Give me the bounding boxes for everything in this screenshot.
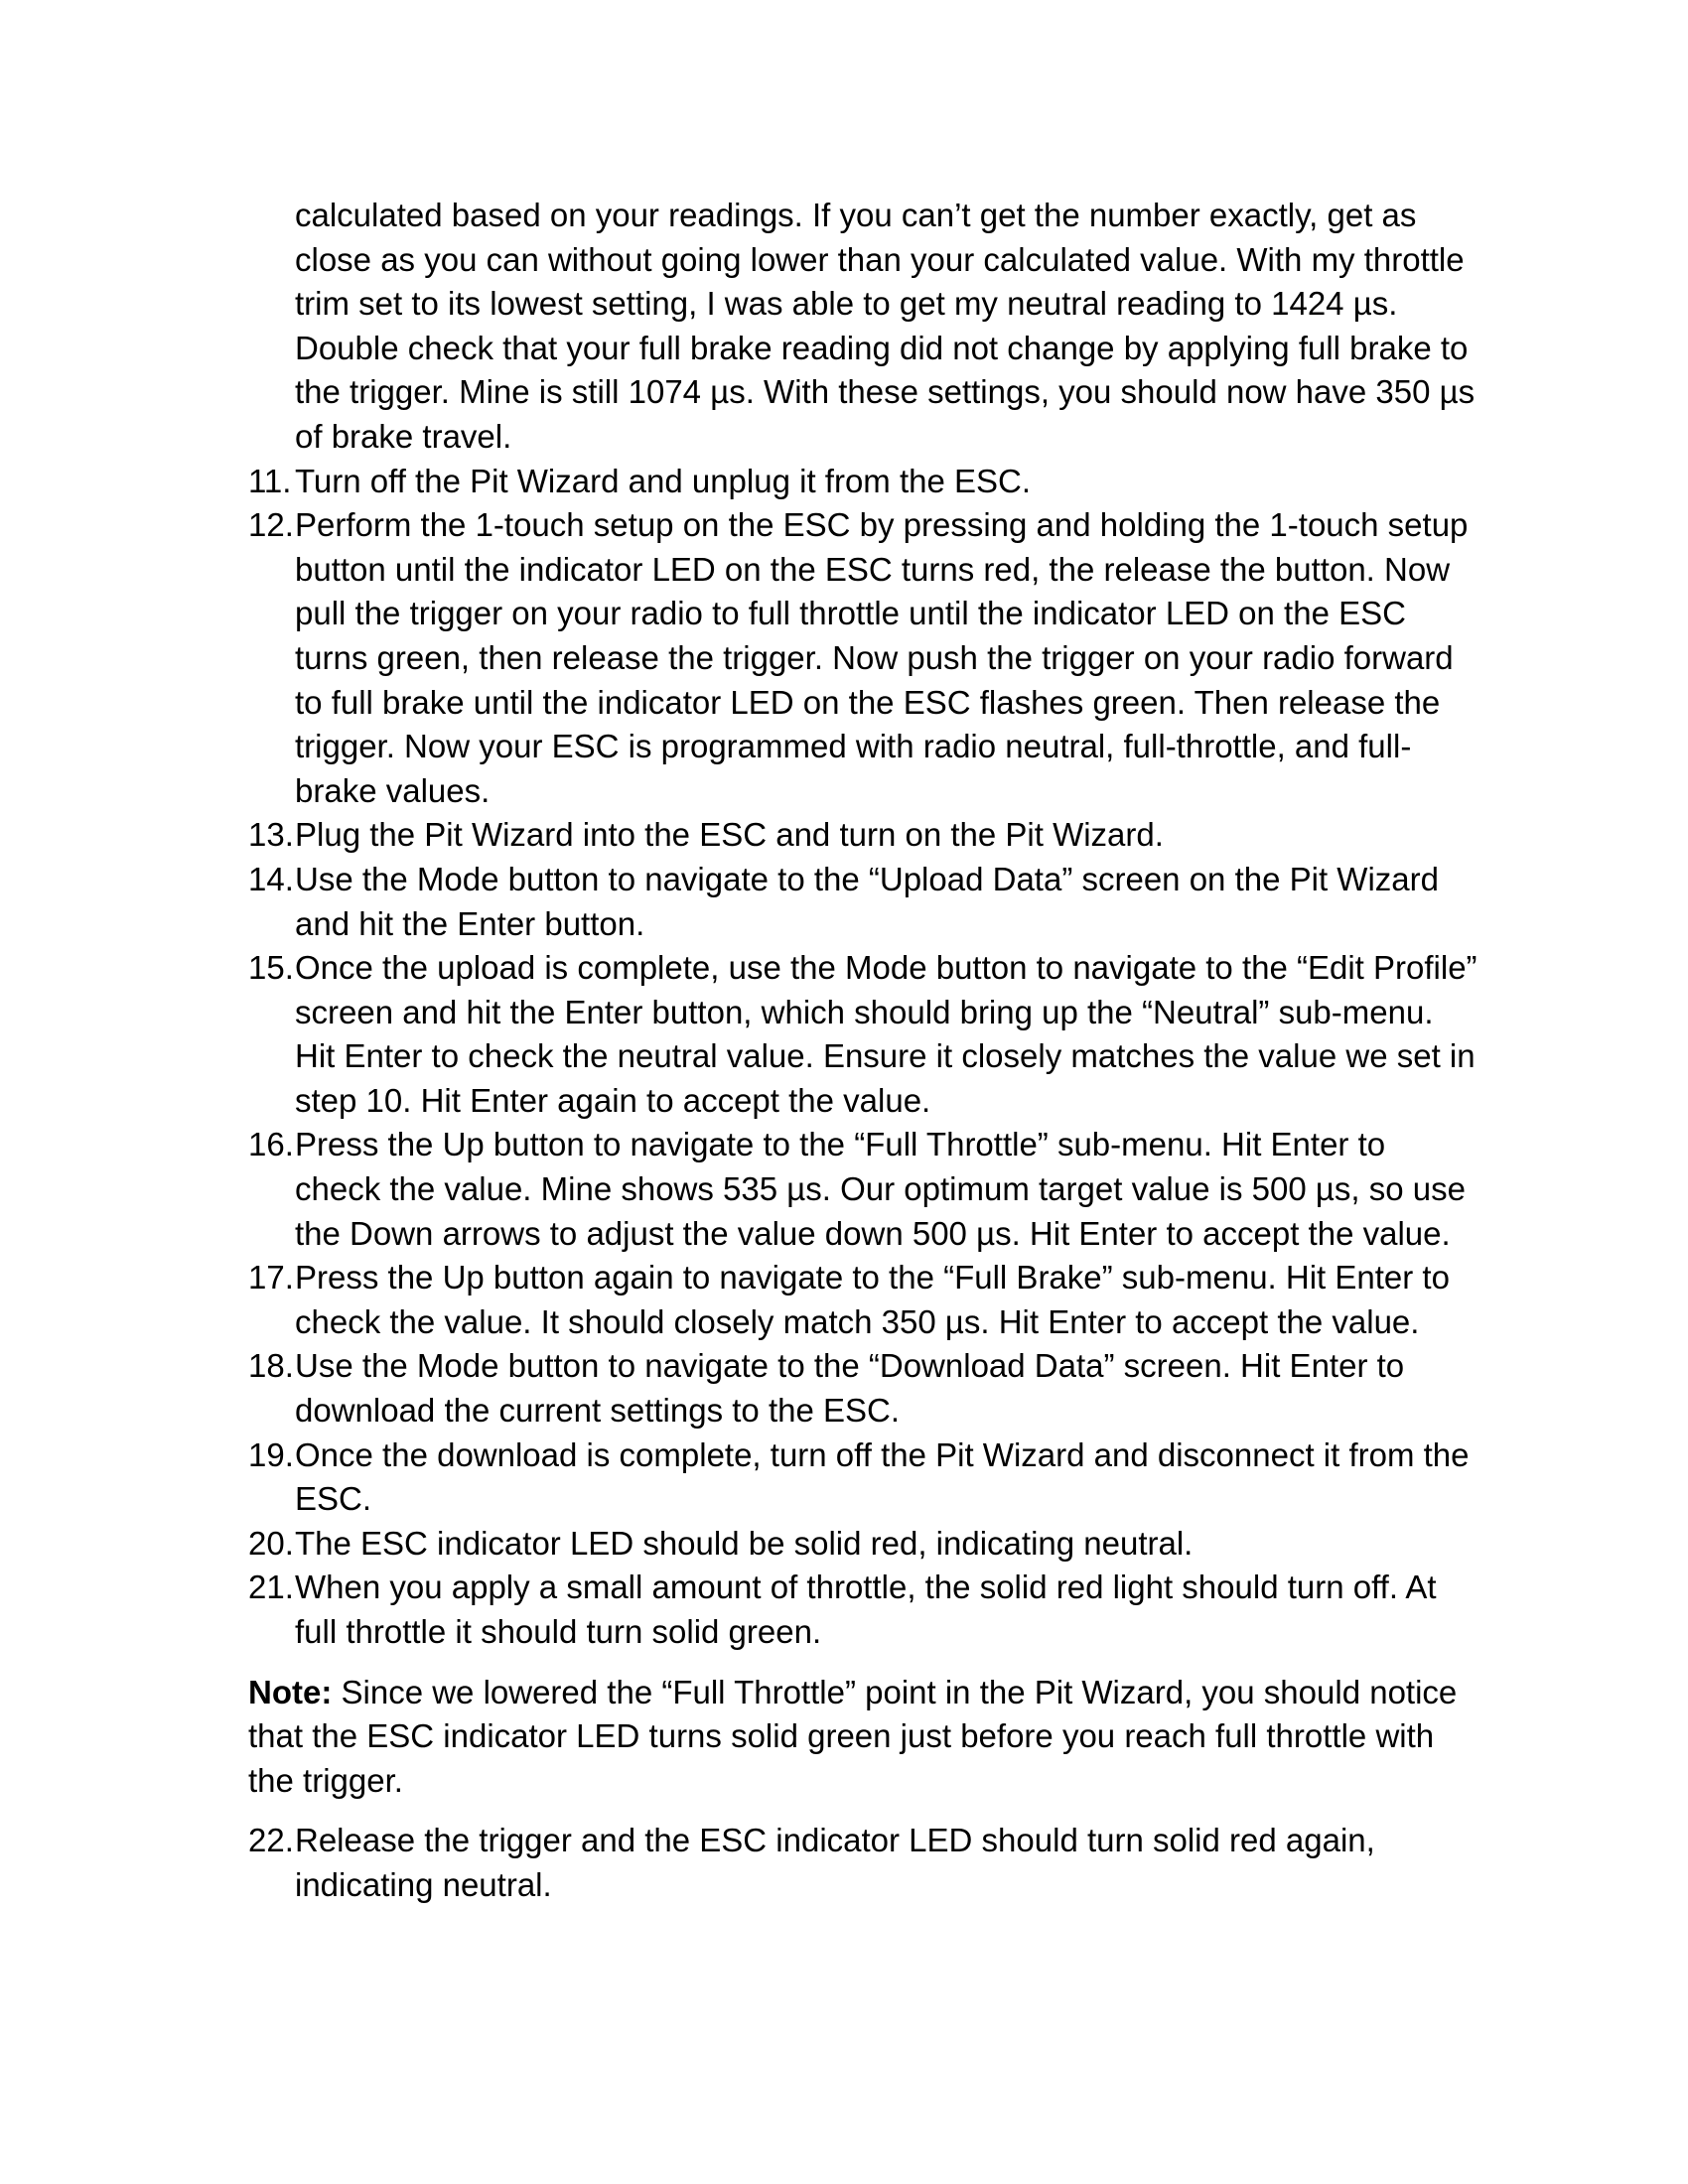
continued-paragraph: calculated based on your readings. If you can’t get the number exactly, get as close as you can without going lower than your calculated value. With my throttle trim set to its lowest setting, I was able to get my neutral reading to 1424 µs. Double check that your full brake reading did not change by applying full brake to the trigger. Mine is still 1074 µs. With these settings, you should now have 350 µs of brake travel. — [295, 197, 1476, 455]
step-number: 12. — [248, 506, 294, 544]
step-number: 13. — [248, 816, 294, 854]
list-item-step-18 — [248, 1344, 1479, 1433]
list-item-step-19 — [248, 1433, 1479, 1522]
step-text: Use the Mode button to navigate to the “Upload Data” screen on the Pit Wizard and hit the Enter button. — [295, 860, 1439, 942]
step-number: 22. — [248, 1822, 294, 1859]
list-item-step-17 — [248, 1256, 1479, 1344]
list-item-step-22 — [248, 1819, 1479, 1907]
step-text: Turn off the Pit Wizard and unplug it from the ESC. — [295, 462, 1032, 499]
list-item-step-16 — [248, 1123, 1479, 1256]
step-number: 18. — [248, 1347, 294, 1385]
list-item-step-14 — [248, 858, 1479, 946]
step-number: 14. — [248, 860, 294, 897]
note-paragraph — [248, 1671, 1479, 1804]
step-number: 15. — [248, 949, 294, 987]
step-text: Once the download is complete, turn off the Pit Wizard and disconnect it from the ESC. — [295, 1435, 1470, 1518]
step-text: Plug the Pit Wizard into the ESC and turn on the Pit Wizard. — [295, 816, 1164, 854]
list-item-step-15 — [248, 946, 1479, 1123]
step-text: Use the Mode button to navigate to the “Download Data” screen. Hit Enter to download the current settings to the ESC. — [295, 1347, 1405, 1430]
step-text: When you apply a small amount of throttle, the solid red light should turn off. At full throttle it should turn solid green. — [295, 1569, 1437, 1650]
step-text: Press the Up button to navigate to the “Full Throttle” sub-menu. Hit Enter to check the value. Mine shows 535 µs. Our optimum target value is 500 µs, so use the Down arrows to adjust the value down 500 µs. Hit Enter to accept the value. — [295, 1126, 1466, 1252]
step-number: 17. — [248, 1259, 294, 1297]
step-text: Perform the 1-touch setup on the ESC by pressing and holding the 1-touch setup button until the indicator LED on the ESC turns red, the release the button. Now pull the trigger on your radio to full throttle until the indicator LED on the ESC turns green, then release the trigger. Now push the trigger on your radio forward to full brake until the indicator LED on the ESC flashes green. Then release the trigger. Now your ESC is programmed with radio neutral, full-throttle, and full-brake values. — [295, 506, 1469, 809]
step-number: 11. — [248, 462, 292, 499]
step-text: Press the Up button again to navigate to the “Full Brake” sub-menu. Hit Enter to check the value. It should closely match 350 µs. Hit Enter to accept the value. — [295, 1259, 1450, 1340]
step-number: 19. — [248, 1435, 294, 1473]
step-text: The ESC indicator LED should be solid red, indicating neutral. — [295, 1524, 1194, 1562]
document-content — [248, 194, 1479, 1908]
list-item-step-13 — [248, 813, 1479, 858]
note-label: Note: — [248, 1673, 333, 1710]
step-text: Release the trigger and the ESC indicator LED should turn solid red again, indicating neutral. — [295, 1822, 1375, 1903]
list-item-step-11 — [248, 460, 1479, 504]
list-item-step-21 — [248, 1566, 1479, 1654]
note-text: Since we lowered the “Full Throttle” point in the Pit Wizard, you should notice that the ESC indicator LED turns solid green just before you reach full throttle with the trigger. — [248, 1673, 1458, 1799]
step-number: 21. — [248, 1569, 294, 1606]
step-number: 20. — [248, 1524, 294, 1562]
list-item-step-20 — [248, 1522, 1479, 1567]
step-text: Once the upload is complete, use the Mode button to navigate to the “Edit Profile” screen and hit the Enter button, which should bring up the “Neutral” sub-menu. Hit Enter to check the neutral value. Ensure it closely matches the value we set in step 10. Hit Enter again to accept the value. — [295, 949, 1477, 1119]
step-number: 16. — [248, 1126, 294, 1163]
list-item-step-12 — [248, 503, 1479, 813]
